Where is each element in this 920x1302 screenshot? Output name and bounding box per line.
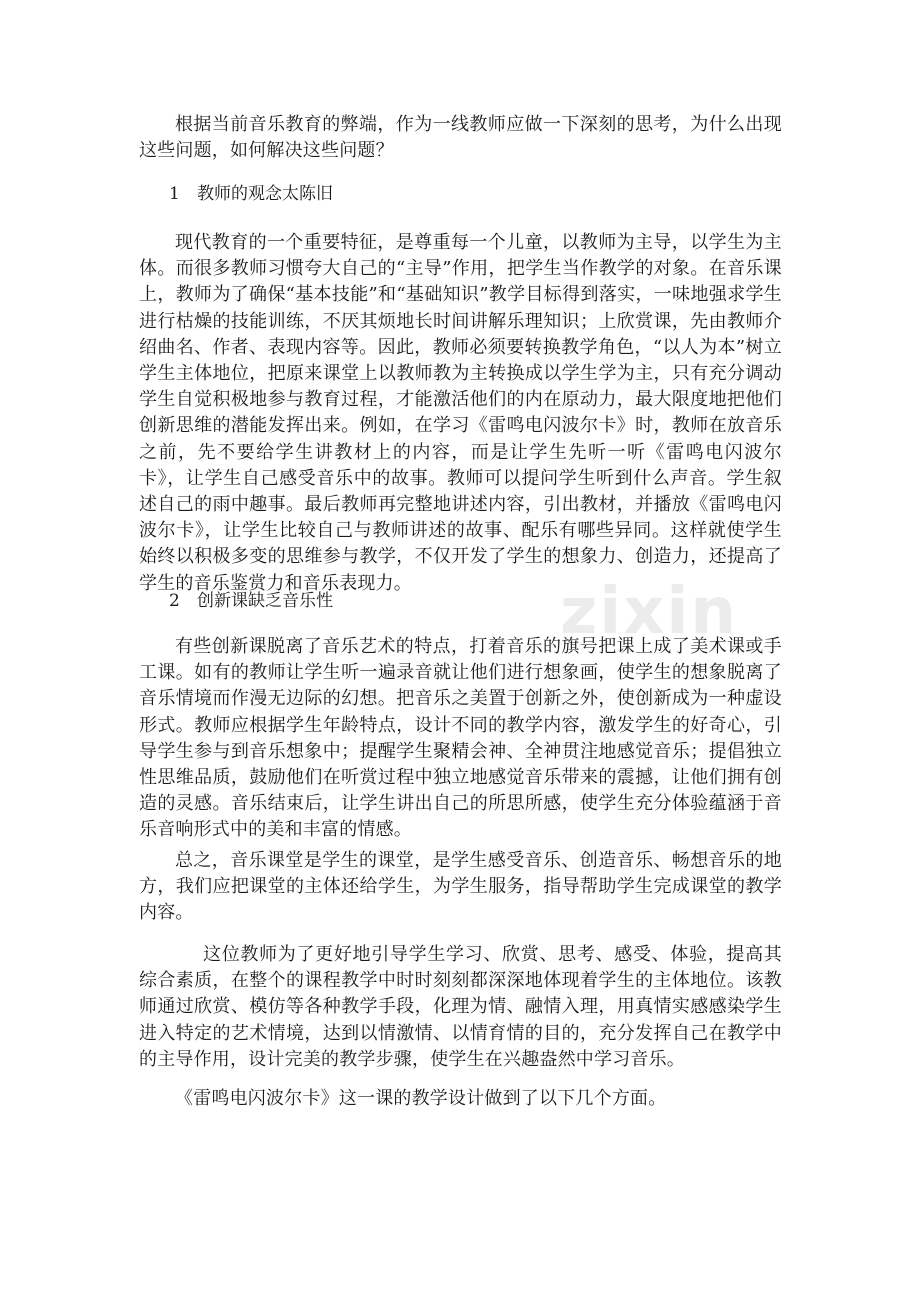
section-number-1: 1 (169, 184, 180, 204)
teacher-paragraph: 这位教师为了更好地引导学生学习、欣赏、思考、感受、体验，提高其综合素质，在整个的课程教学中时时刻刻都深深地体现着学生的主体地位。该教师通过欣赏、模仿等各种教学手段，化理为情、融情入理，用真情实感感染学生进入特定的艺术情境，达到以情激情、以情育情的目的，充分发挥自己在教学中的主导作用，设计完美的教学步骤，使学生在兴趣盎然中学习音乐。 (139, 944, 782, 1070)
section-title-1: 教师的观念太陈旧 (197, 184, 333, 204)
conclusion-paragraph: 总之，音乐课堂是学生的课堂，是学生感受音乐、创造音乐、畅想音乐的地方，我们应把课堂的主体还给学生，为学生服务，指导帮助学生完成课堂的教学内容。 (139, 850, 782, 924)
final-line: 《雷鸣电闪波尔卡》这一课的教学设计做到了以下几个方面。 (175, 1088, 667, 1109)
section-heading-2 (169, 588, 769, 614)
section-number-2: 2 (169, 591, 180, 611)
section-title-2: 创新课缺乏音乐性 (197, 591, 333, 611)
section-heading-1 (169, 181, 769, 207)
watermark: zixin (560, 575, 738, 649)
section-body-1: 现代教育的一个重要特征，是尊重每一个儿童，以教师为主导，以学生为主体。而很多教师习惯夸大自己的“主导”作用，把学生当作教学的对象。在音乐课上，教师为了确保“基本技能”和“基础知识”教学目标得到落实，一味地强求学生进行枯燥的技能训练，不厌其烦地长时间讲解乐理知识；上欣赏课，先由教师介绍曲名、作者、表现内容等。因此，教师必须要转换教学角色，“以人为本”树立学生主体地位，把原来课堂上以教师教为主转换成以学生学为主，只有充分调动学生自觉积极地参与教育过程，才能激活他们的内在原动力，最大限度地把他们创新思维的潜能发挥出来。例如，在学习《雷鸣电闪波尔卡》时，教师在放音乐之前，先不要给学生讲教材上的内容，而是让学生先听一听《雷鸣电闪波尔卡》，让学生自己感受音乐中的故事。教师可以提问学生听到什么声音。学生叙述自己的雨中趣事。最后教师再完整地讲述内容，引出教材，并播放《雷鸣电闪波尔卡》，让学生比较自己与教师讲述的故事、配乐有哪些异同。这样就使学生始终以积极多变的思维参与教学，不仅开发了学生的想象力、创造力，还提高了学生的音乐鉴赏力和音乐表现力。 (139, 232, 782, 594)
intro-paragraph: 根据当前音乐教育的弊端，作为一线教师应做一下深刻的思考，为什么出现这些问题，如何解决这些问题？ (139, 114, 782, 162)
section-body-2: 有些创新课脱离了音乐艺术的特点，打着音乐的旗号把课上成了美术课或手工课。如有的教师让学生听一遍录音就让他们进行想象画，使学生的想象脱离了音乐情境而作漫无边际的幻想。把音乐之美置于创新之外，使创新成为一种虚设形式。教师应根据学生年龄特点，设计不同的教学内容，激发学生的好奇心，引导学生参与到音乐想象中；提醒学生聚精会神、全神贯注地感觉音乐；提倡独立性思维品质，鼓励他们在听赏过程中独立地感觉音乐带来的震撼，让他们拥有创造的灵感。音乐结束后，让学生讲出自己的所思所感，使学生充分体验蕴涵于音乐音响形式中的美和丰富的情感。 (139, 636, 782, 841)
